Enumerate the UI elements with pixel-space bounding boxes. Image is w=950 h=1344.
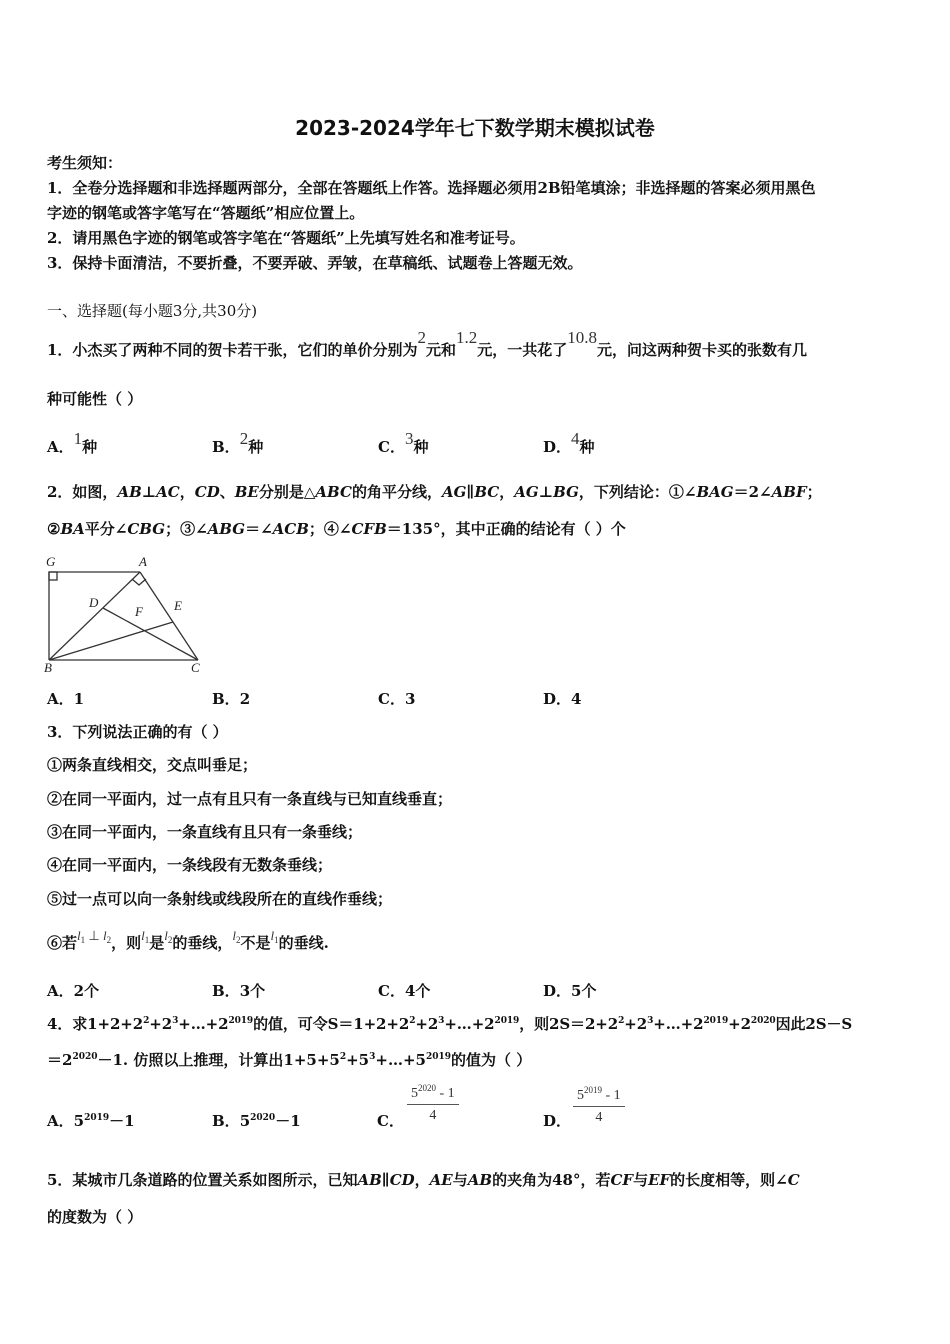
q3-option-a[interactable]: A．2个	[47, 982, 100, 1000]
q4-option-c-fraction[interactable]: $\frac{5^{2020} - 1}{4}$	[407, 1086, 459, 1124]
q1-stem: 1．小杰买了两种不同的贺卡若干张，它们的单价分别为2元和1.2元，一共花了10.8元，问这两种贺卡买的张数有几	[47, 328, 807, 359]
right-angle-mark-g	[49, 572, 57, 580]
segment-ba	[49, 572, 140, 660]
q1-option-a[interactable]: A．1种	[47, 429, 98, 456]
notice-heading: 考生须知：	[47, 154, 123, 172]
q3-statement-5: ⑤过一点可以向一条射线或线段所在的直线作垂线；	[47, 890, 393, 908]
notice-line-2: 2．请用黑色字迹的钢笔或答字笔在“答题纸”上先填写姓名和准考证号。	[47, 229, 525, 247]
label-b: B	[44, 660, 52, 674]
q4-stem-line-1: 4．求$1+2+2^2+2^3+\dots+2^{2019}$的值，可令$S=1+2+2^2+2^3+\dots+2^{2019}$，则$2S=2+2^2+2^3+\dots+2^{2019}+2^{2020}$因此2S－S	[47, 1015, 853, 1033]
q2-stem-line-1: 2．如图，AB⊥AC，CD、BE分别是△ABC的角平分线，AG∥BC，AG⊥BG，下列结论：①∠BAG＝2∠ABF；	[47, 483, 822, 501]
q3-statement-3: ③在同一平面内，一条直线有且只有一条垂线；	[47, 823, 363, 841]
label-c: C	[191, 660, 200, 674]
q4-option-d-label[interactable]: D．	[543, 1112, 572, 1130]
segment-ac	[140, 572, 198, 660]
q4-stem-line-2: $=2^{2020}-1$. 仿照以上推理，计算出$1+5+5^2+5^3+\dots+5^{2019}$的值为（ ）	[47, 1051, 532, 1069]
q2-option-d[interactable]: D．4	[543, 690, 582, 708]
q3-option-d[interactable]: D．5个	[543, 982, 597, 1000]
q3-option-b[interactable]: B．3个	[212, 982, 266, 1000]
label-a: A	[139, 554, 147, 569]
q3-stem: 3．下列说法正确的有（ ）	[47, 723, 228, 741]
q5-stem-line-1: 5．某城市几条道路的位置关系如图所示，已知AB∥CD，AE与AB的夹角为48°，若CF与EF的长度相等，则∠C	[47, 1171, 800, 1189]
q4-option-a[interactable]: A．$5^{2019}-1$	[47, 1112, 135, 1130]
q3-option-c[interactable]: C．4个	[378, 982, 431, 1000]
notice-line-1a: 1．全卷分选择题和非选择题两部分，全部在答题纸上作答。选择题必须用2B铅笔填涂；非选择题的答案必须用黑色	[47, 179, 816, 197]
q3-statement-4: ④在同一平面内，一条线段有无数条垂线；	[47, 856, 333, 874]
label-f: F	[135, 604, 143, 619]
q3-statement-1: ①两条直线相交，交点叫垂足；	[47, 756, 258, 774]
q4-option-c-label[interactable]: C．	[377, 1112, 404, 1130]
q3-statement-6: ⑥若$l_1$ ⊥ $l_2$，则$l_1$是$l_2$的垂线，$l_2$不是$l_1$的垂线.	[47, 928, 329, 952]
q5-stem-line-2: 的度数为（ ）	[47, 1208, 143, 1226]
label-d: D	[89, 595, 99, 610]
right-angle-mark-a	[132, 579, 146, 585]
q1-option-c[interactable]: C．3种	[378, 429, 429, 456]
section-heading: 一、选择题(每小题3分,共30分)	[47, 302, 258, 320]
q2-option-c[interactable]: C．3	[378, 690, 416, 708]
q2-option-b[interactable]: B．2	[212, 690, 251, 708]
q1-option-b[interactable]: B．2种	[212, 429, 264, 456]
q1-option-d[interactable]: D．4种	[543, 429, 595, 456]
q3-statement-2: ②在同一平面内，过一点有且只有一条直线与已知直线垂直；	[47, 790, 453, 808]
label-g: G	[46, 554, 56, 569]
q4-option-d-fraction[interactable]: $\frac{5^{2019} - 1}{4}$	[573, 1088, 625, 1126]
segment-be	[49, 622, 173, 660]
segment-cd	[103, 608, 198, 660]
q2-option-a[interactable]: A．1	[47, 690, 85, 708]
q2-triangle-figure	[43, 552, 213, 674]
q4-option-b[interactable]: B．$5^{2020}-1$	[212, 1112, 301, 1130]
label-e: E	[174, 598, 182, 613]
notice-line-3: 3．保持卡面清洁，不要折叠，不要弄破、弄皱，在草稿纸、试题卷上答题无效。	[47, 254, 583, 272]
notice-line-1b: 字迹的钢笔或答字笔写在“答题纸”相应位置上。	[47, 204, 365, 222]
q2-stem-line-2: ②BA平分∠CBG；③∠ABG＝∠ACB；④∠CFB＝135°，其中正确的结论有（ ）个	[47, 520, 626, 538]
page-title: 2023-2024学年七下数学期末模拟试卷	[295, 116, 655, 140]
q1-stem-cont: 种可能性（ ）	[47, 390, 143, 408]
